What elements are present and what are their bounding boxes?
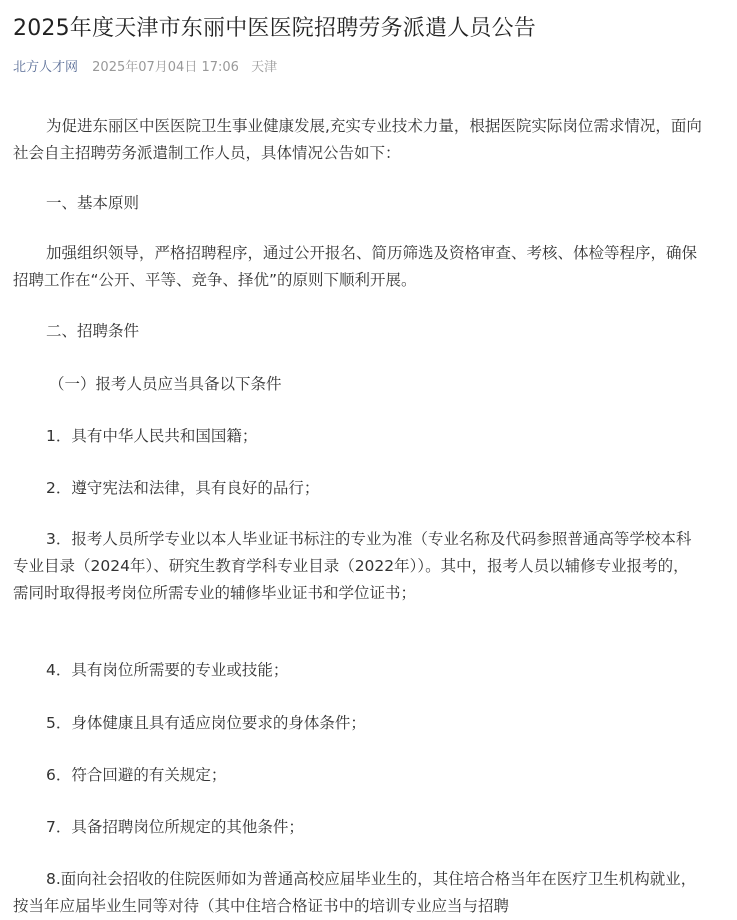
principles-paragraph: 加强组织领导，严格招聘程序，通过公开报名、简历筛选及资格审查、考核、体检等程序，确保招聘工作在“公开、平等、竞争、择优”的原则下顺利开展。 (13, 244, 698, 289)
condition-item: 3．报考人员所学专业以本人毕业证书标注的专业为准（专业名称及代码参照普通高等学校本科专业目录（2024年）、研究生教育学科专业目录（2022年））。其中，报考人员以辅修专业报考的，需同时取得报考岗位所需专业的辅修毕业证书和学位证书； (13, 530, 692, 602)
condition-item: 7．具备招聘岗位所规定的其他条件； (46, 818, 304, 836)
section-heading-conditions: 二、招聘条件 (46, 322, 140, 340)
condition-item: 1．具有中华人民共和国国籍； (46, 427, 258, 445)
section-heading-principles: 一、基本原则 (46, 194, 140, 212)
condition-item: 6．符合回避的有关规定； (46, 766, 227, 784)
subsection-heading: （一）报考人员应当具备以下条件 (49, 375, 282, 393)
condition-item: 2．遵守宪法和法律，具有良好的品行； (46, 479, 320, 497)
article-title: 2025年度天津市东丽中医医院招聘劳务派遣人员公告 (13, 16, 536, 41)
source-link[interactable]: 北方人才网 (13, 60, 79, 75)
publish-date: 2025年07月04日 17:06 (92, 60, 239, 75)
condition-item: 4．具有岗位所需要的专业或技能； (46, 661, 289, 679)
condition-item: 8.面向社会招收的住院医师如为普通高校应届毕业生的，其住培合格当年在医疗卫生机构就业，按当年应届毕业生同等对待（其中住培合格证书中的培训专业应当与招聘 (13, 870, 697, 915)
intro-paragraph: 为促进东丽区中医医院卫生事业健康发展,充实专业技术力量，根据医院实际岗位需求情况，面向社会自主招聘劳务派遣制工作人员，具体情况公告如下： (13, 117, 702, 162)
article-meta (13, 58, 277, 78)
condition-item: 5．身体健康且具有适应岗位要求的身体条件； (46, 714, 366, 732)
location-tag: 天津 (251, 60, 278, 75)
